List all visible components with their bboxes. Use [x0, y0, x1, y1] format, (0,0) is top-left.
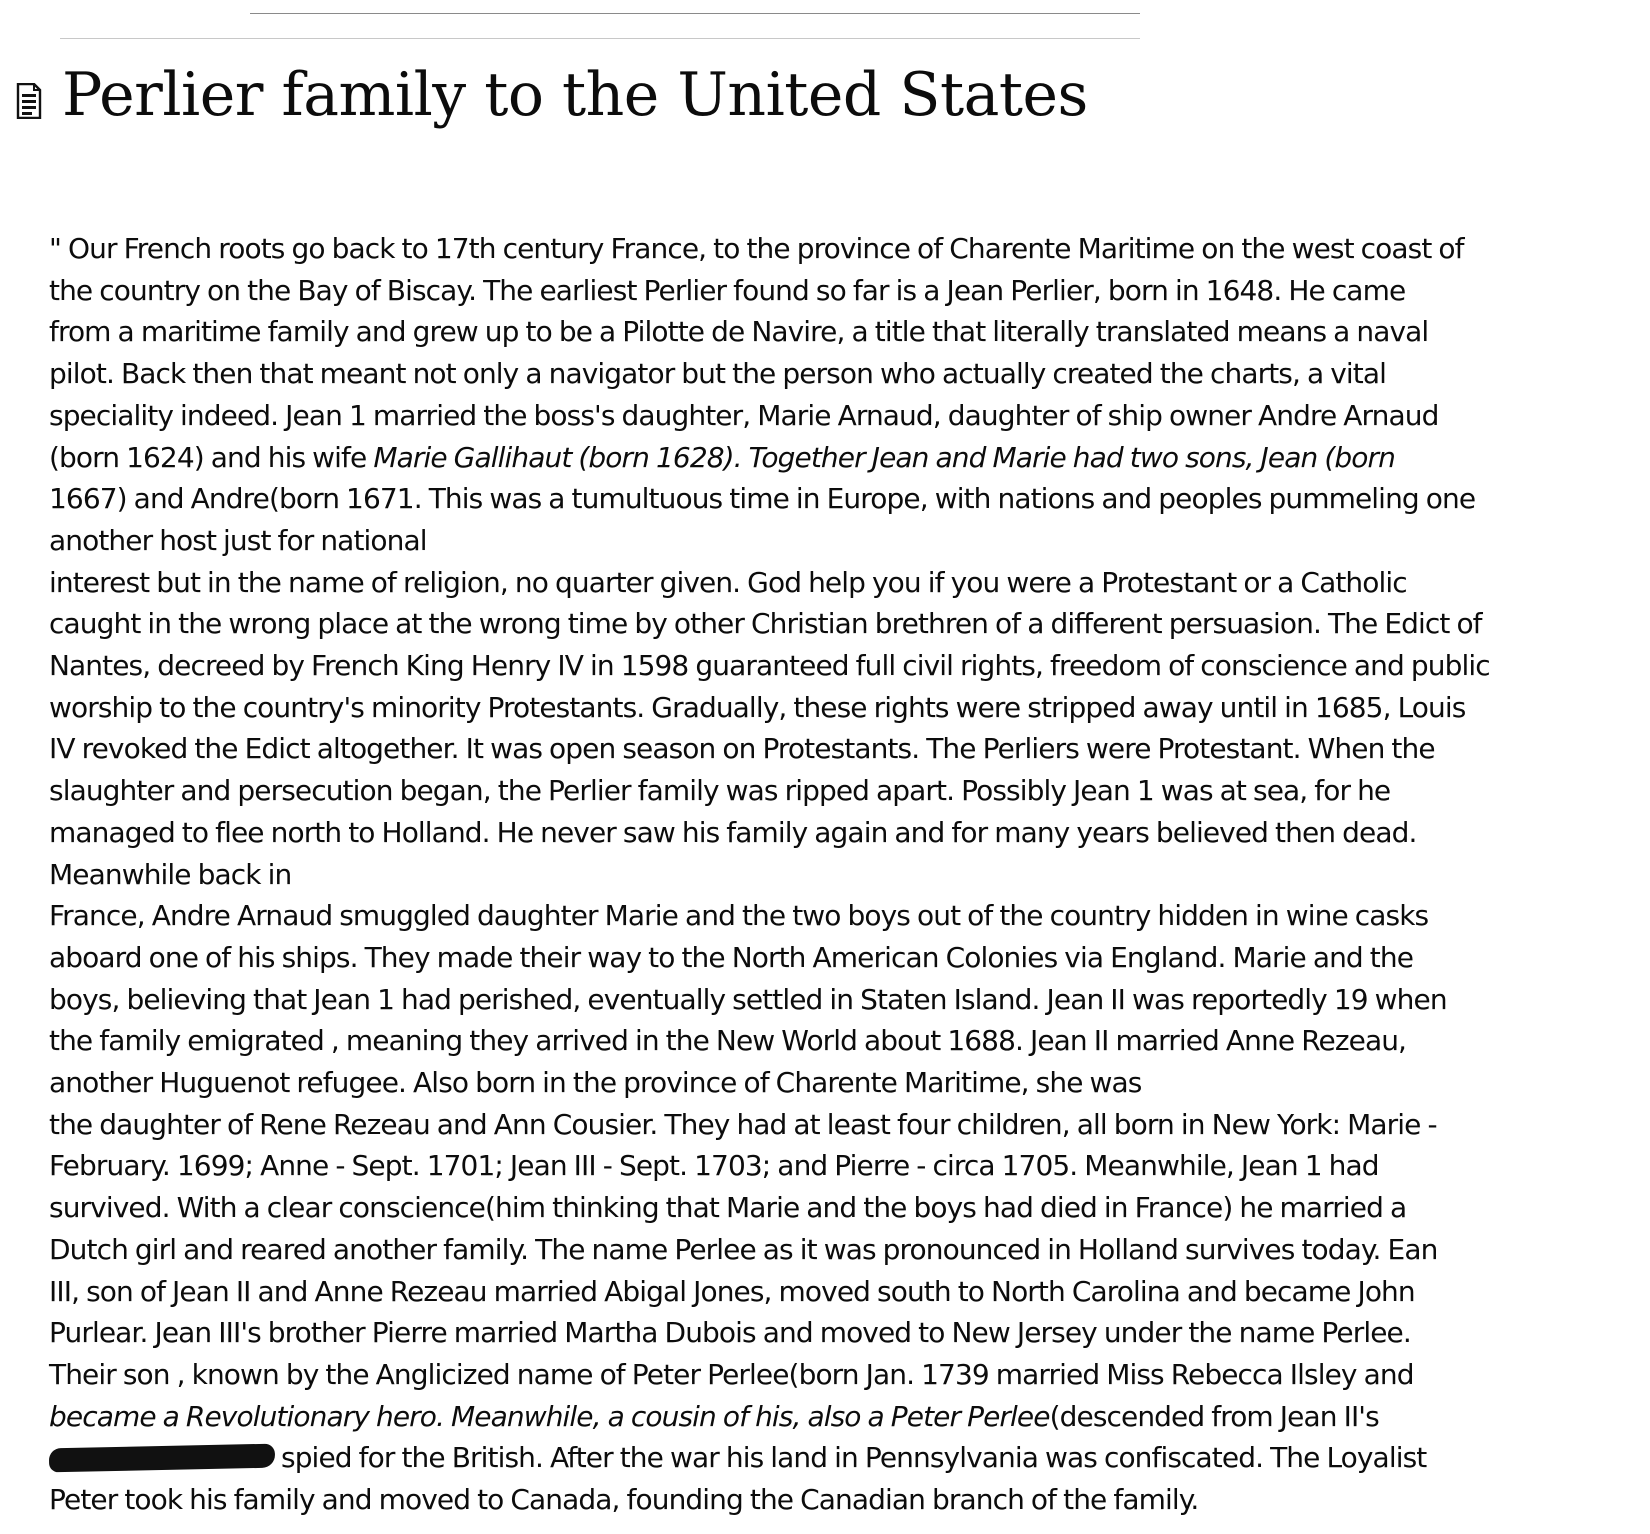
article-line: [49, 520, 1609, 562]
article-line-text: (descended from Jean II's: [1049, 1399, 1379, 1433]
article-line-text: survived. With a clear conscience(him thinking that Marie and the boys had died in France) he married a: [49, 1191, 1407, 1225]
article-line: [49, 1437, 1609, 1479]
article-line-text: spied for the British. After the war his land in Pennsylvania was confiscated. The Loyalist: [281, 1441, 1427, 1475]
article-line: [49, 1271, 1609, 1313]
article-line: [49, 1145, 1609, 1187]
article-line: [49, 1104, 1609, 1146]
article-line: [49, 437, 1609, 479]
article-line-text: Dutch girl and reared another family. The name Perlee as it was pronounced in Holland survives today. Ean: [49, 1232, 1438, 1266]
article-line-italic-text: became a Revolutionary hero. Meanwhile, a cousin of his, also a Peter Perlee: [49, 1399, 1050, 1433]
article-line-text: the country on the Bay of Biscay. The earliest Perlier found so far is a Jean Perlier, born in 1648. He came: [49, 273, 1406, 307]
article-line-text: another Huguenot refugee. Also born in the province of Charente Maritime, she was: [49, 1066, 1142, 1100]
article-line-text: another host just for national: [49, 523, 427, 557]
article-line-text: the family emigrated , meaning they arrived in the New World about 1688. Jean II married Anne Rezeau,: [49, 1024, 1407, 1058]
article-line: [49, 270, 1609, 312]
article-line-text: managed to flee north to Holland. He never saw his family again and for many years believed then dead.: [49, 815, 1417, 849]
article-line-text: interest but in the name of religion, no quarter given. God help you if you were a Protestant or a Catholic: [49, 565, 1407, 599]
article-line-text: pilot. Back then that meant not only a navigator but the person who actually created the charts, a vital: [49, 357, 1386, 391]
article-line: [49, 645, 1609, 687]
article-body: [49, 228, 1609, 1521]
article-line-text: (born 1624) and his wife: [49, 440, 374, 474]
scan-artifact-line: [250, 13, 1140, 14]
article-line: [49, 228, 1609, 270]
redaction-mark: [49, 1444, 275, 1473]
article-line-text: the daughter of Rene Rezeau and Ann Cousier. They had at least four children, all born in New York: Marie -: [49, 1107, 1437, 1141]
article-line: [49, 478, 1609, 520]
article-line: [49, 1354, 1609, 1396]
article-line: [49, 979, 1609, 1021]
article-line-text: France, Andre Arnaud smuggled daughter Marie and the two boys out of the country hidden in wine casks: [49, 899, 1429, 933]
article-line: [49, 728, 1609, 770]
article-line-text: III, son of Jean II and Anne Rezeau married Abigal Jones, moved south to North Carolina and became John: [49, 1274, 1415, 1308]
article-line: [49, 395, 1609, 437]
article-line: [49, 562, 1609, 604]
article-line: [49, 1020, 1609, 1062]
page-header: [16, 40, 1610, 150]
article-line-text: Peter took his family and moved to Canada, founding the Canadian branch of the family.: [49, 1483, 1199, 1517]
article-line-text: from a maritime family and grew up to be a Pilotte de Navire, a title that literally translated means a naval: [49, 315, 1429, 349]
article-line: [49, 1187, 1609, 1229]
article-line: [49, 854, 1609, 896]
article-line: [49, 937, 1609, 979]
article-line-text: caught in the wrong place at the wrong time by other Christian brethren of a different persuasion. The Edict of: [49, 607, 1482, 641]
article-line-text: Nantes, decreed by French King Henry IV in 1598 guaranteed full civil rights, freedom of conscience and public: [49, 649, 1490, 683]
article-line: [49, 603, 1609, 645]
article-line-text: speciality indeed. Jean 1 married the boss's daughter, Marie Arnaud, daughter of ship owner Andre Arnaud: [49, 398, 1439, 432]
article-line: [49, 1312, 1609, 1354]
article-line-text: Meanwhile back in: [49, 857, 292, 891]
article-line: [49, 353, 1609, 395]
article-line: [49, 895, 1609, 937]
article-line: [49, 1229, 1609, 1271]
page-title: Perlier family to the United States: [62, 60, 1088, 130]
article-line-italic-text: Marie Gallihaut (born 1628). Together Jean and Marie had two sons, Jean (born: [373, 440, 1395, 474]
article-line-text: 1667) and Andre(born 1671. This was a tumultuous time in Europe, with nations and peoples pummeling one: [49, 482, 1476, 516]
article-line-text: worship to the country's minority Protestants. Gradually, these rights were stripped away until in 1685, Louis: [49, 690, 1466, 724]
article-line-text: slaughter and persecution began, the Perlier family was ripped apart. Possibly Jean 1 was at sea, for he: [49, 774, 1391, 808]
article-line: [49, 311, 1609, 353]
article-line: [49, 770, 1609, 812]
article-line-text: Their son , known by the Anglicized name of Peter Perlee(born Jan. 1739 married Miss Rebecca Ilsley and: [49, 1357, 1414, 1391]
article-line-text: Purlear. Jean III's brother Pierre married Martha Dubois and moved to New Jersey under the name Perlee.: [49, 1316, 1411, 1350]
article-line: [49, 1479, 1609, 1521]
article-line: [49, 1062, 1609, 1104]
article-line-text: boys, believing that Jean 1 had perished, eventually settled in Staten Island. Jean II was reportedly 19 when: [49, 982, 1447, 1016]
article-line-text: IV revoked the Edict altogether. It was open season on Protestants. The Perliers were Protestant. When the: [49, 732, 1435, 766]
article-line: [49, 1396, 1609, 1438]
document-icon: [16, 83, 42, 119]
article-line: [49, 812, 1609, 854]
scan-artifact-line: [60, 38, 1140, 39]
article-line-text: February. 1699; Anne - Sept. 1701; Jean III - Sept. 1703; and Pierre - circa 1705. Meanwhile, Jean 1 had: [49, 1149, 1379, 1183]
article-line: [49, 687, 1609, 729]
article-line-text: " Our French roots go back to 17th century France, to the province of Charente Maritime on the west coast of: [49, 232, 1464, 265]
article-line-text: aboard one of his ships. They made their way to the North American Colonies via England. Marie and the: [49, 940, 1414, 974]
